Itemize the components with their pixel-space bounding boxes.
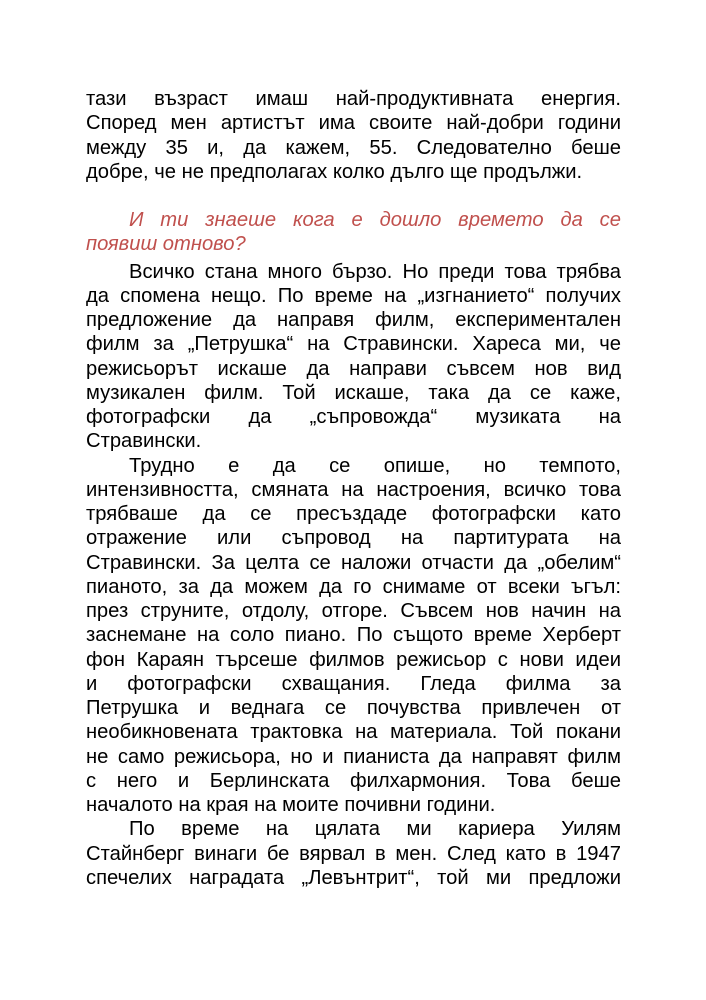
text-line: Стравински.	[86, 430, 202, 453]
text-line: Петрушка и веднага се почувства привлечен от	[86, 697, 621, 719]
text-line: необикновената трактовка на материала. Той покани	[86, 721, 621, 744]
text-line: фон Караян търсеше филмов режисьор с нови идеи	[86, 648, 621, 671]
text-line: фотографски да „съпровожда“ музиката на	[86, 406, 621, 428]
text-line: заснемане на соло пиано. По същото време Херберт	[86, 624, 621, 647]
text-line: предложение да направя филм, експериментален	[86, 309, 621, 331]
text-line: не само режисьора, но и пианиста да направят филм	[86, 745, 621, 768]
text-line: трябваше да се пресъздаде фотографски като	[86, 503, 621, 525]
text-line: музикален филм. Той искаше, така да се каже,	[86, 381, 621, 404]
text-line: Според мен артистът има своите най-добри години	[86, 112, 621, 135]
paragraph	[86, 260, 621, 454]
text-line: филм за „Петрушка“ на Стравински. Хареса ми, че	[86, 333, 621, 356]
text-line: отражение или съпровод на партитурата на	[86, 527, 621, 550]
text-line: Трудно е да се опише, но темпото,	[129, 454, 621, 477]
text-line: началото на края на моите почивни години.	[86, 794, 496, 816]
text-line: По време на цялата ми кариера Уилям	[129, 818, 621, 841]
text-line: режисьорът искаше да направи съвсем нов вид	[86, 357, 621, 380]
text-line: интензивността, смяната на настроения, всичко това	[86, 478, 621, 501]
text-line: Стайнберг винаги бе вярвал в мен. След като в 1947	[86, 842, 621, 865]
text-line: спечелих наградата „Левънтрит“, той ми предложи	[86, 866, 621, 889]
text-line: тази възраст имаш най-продуктивната енергия.	[86, 88, 621, 110]
paragraph	[86, 87, 621, 184]
text-line: и фотографски схващания. Гледа филма за	[86, 672, 621, 695]
text-line: между 35 и, да кажем, 55. Следователно беше	[86, 136, 621, 159]
interview-question	[86, 208, 621, 257]
paragraph	[86, 817, 621, 890]
document-page	[86, 87, 621, 890]
text-line: добре, че не предполагах колко дълго ще продължи.	[86, 160, 583, 183]
text-line: Всичко стана много бързо. Но преди това трябва	[129, 260, 621, 283]
text-line: пианото, за да можем да го снимаме от всеки ъгъл:	[86, 575, 621, 598]
text-line: И ти знаеше кога е дошло времето да се	[129, 209, 621, 231]
text-line: с него и Берлинската филхармония. Това беше	[86, 769, 621, 792]
paragraph	[86, 454, 621, 818]
text-line: Стравински. За целта се наложи отчасти да „обелим“	[86, 551, 621, 574]
text-line: през струните, отдолу, отгоре. Съвсем нов начин на	[86, 600, 621, 622]
text-line: появиш отново?	[86, 233, 246, 256]
text-line: да спомена нещо. По време на „изгнанието“ получих	[86, 284, 621, 307]
